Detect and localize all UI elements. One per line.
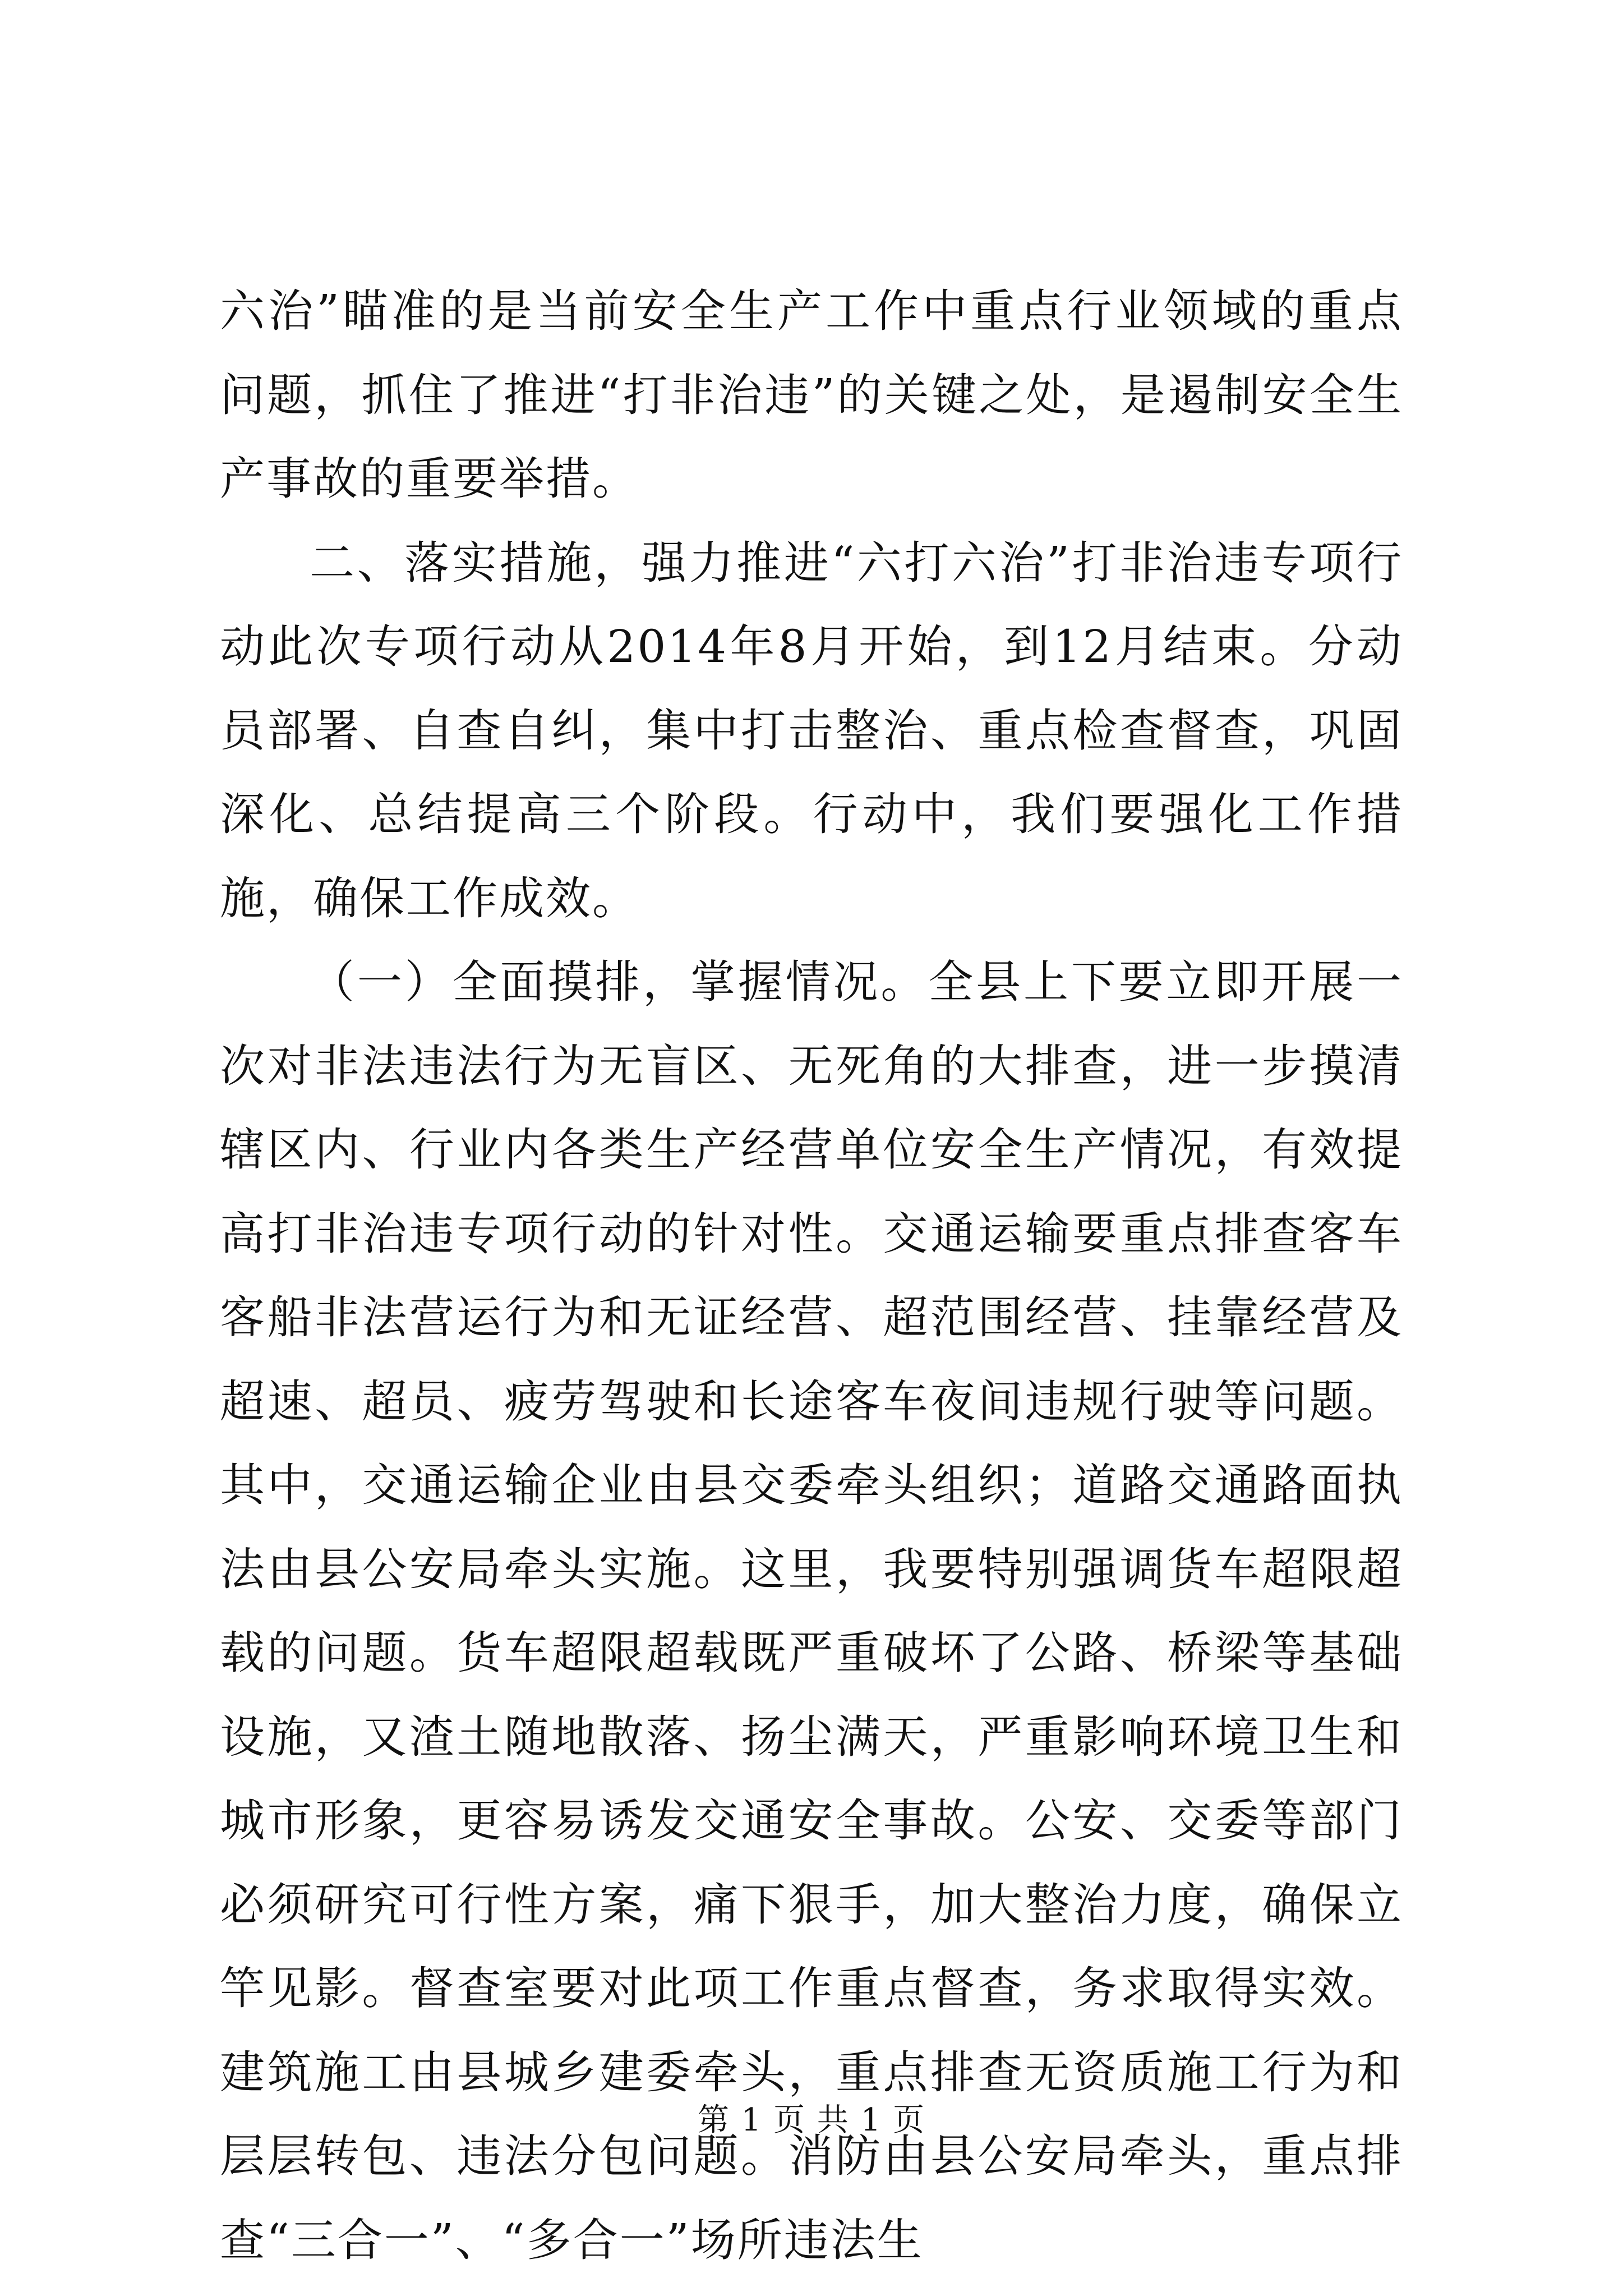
paragraph-1: 六治”瞄准的是当前安全生产工作中重点行业领域的重点问题，抓住了推进“打非治违”的关键之处，是遏制安全生产事故的重要举措。 xyxy=(220,285,1403,505)
paragraph-2: 二、落实措施，强力推进“六打六治”打非治违专项行动此次专项行动从2014年8月开始，到12月结束。分动员部署、自查自纠，集中打击整治、重点检查督查，巩固深化、总结提高三个阶段。行动中，我们要强化工作措施，确保工作成效。 xyxy=(220,536,1403,924)
paragraph-3: （一）全面摸排，掌握情况。全县上下要立即开展一次对非法违法行为无盲区、无死角的大排查，进一步摸清辖区内、行业内各类生产经营单位安全生产情况，有效提高打非治违专项行动的针对性。交通运输要重点排查客车客船非法营运行为和无证经营、超范围经营、挂靠经营及超速、超员、疲劳驾驶和长途客车夜间违规行驶等问题。其中，交通运输企业由县交委牵头组织；道路交通路面执法由县公安局牵头实施。这里，我要特别强调货车超限超载的问题。货车超限超载既严重破坏了公路、桥梁等基础设施，又渣土随地散落、扬尘满天，严重影响环境卫生和城市形象，更容易诱发交通安全事故。公安、交委等部门必须研究可行性方案，痛下狠手，加大整治力度，确保立竿见影。督查室要对此项工作重点督查，务求取得实效。建筑施工由县城乡建委牵头，重点排查无资质施工行为和层层转包、违法分包问题。消防由县公安局牵头，重点排查“三合一”、“多合一”场所违法生 xyxy=(220,956,1403,2266)
document-body xyxy=(220,269,1403,2282)
page-footer: 第 1 页 共 1 页 xyxy=(697,2102,926,2138)
